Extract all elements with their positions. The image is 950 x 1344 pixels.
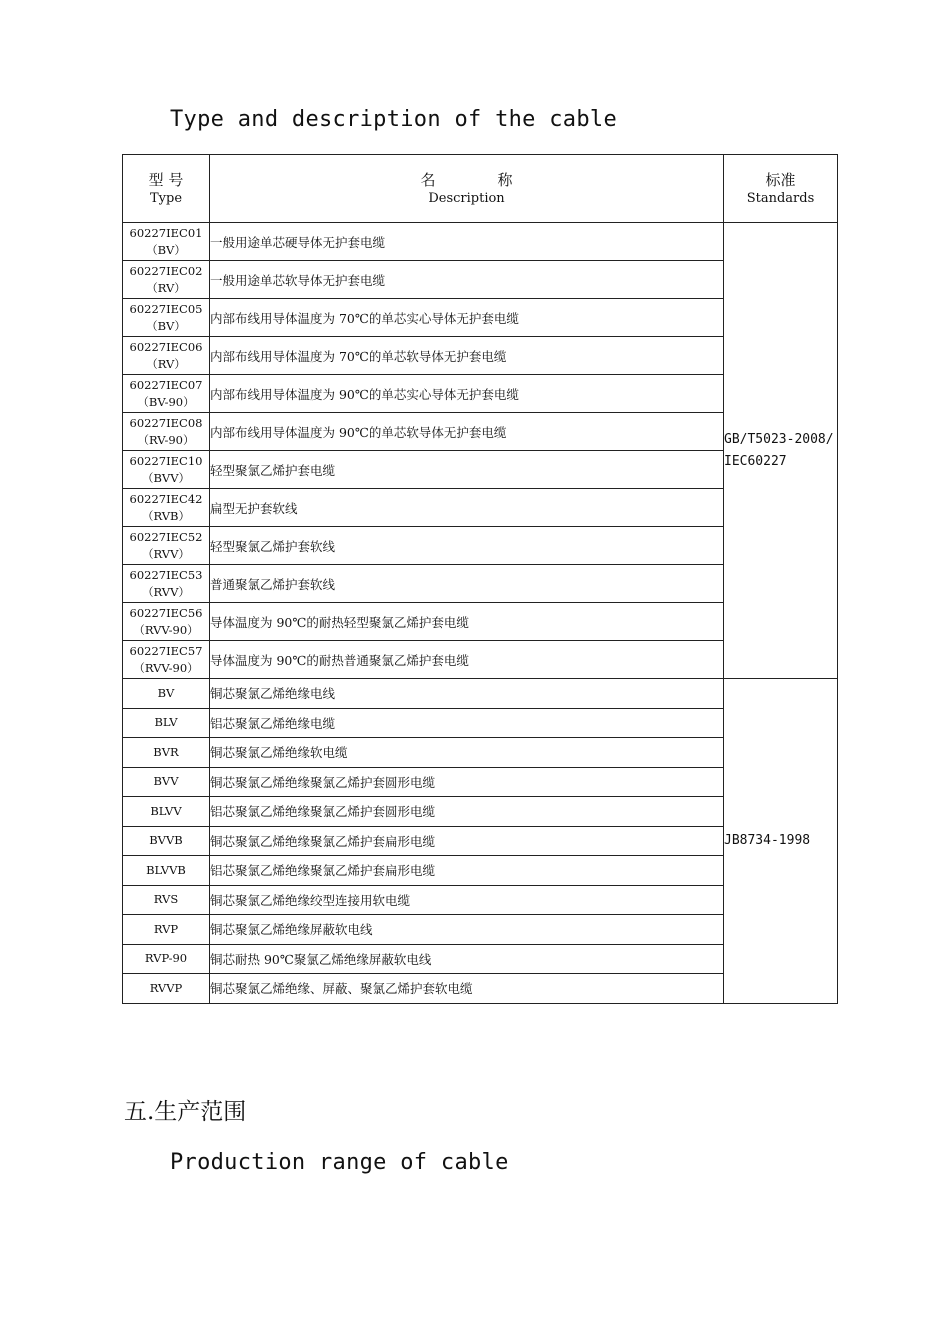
type-alias: （BV） [146, 318, 186, 333]
description-cell: 一般用途单芯硬导体无护套电缆 [210, 223, 724, 261]
type-code: RVVP [149, 980, 183, 995]
type-cell [123, 915, 210, 945]
type-cell [123, 337, 210, 375]
description-cell: 扁型无护套软线 [210, 489, 724, 527]
description-cell: 铜芯耐热 90℃聚氯乙烯绝缘屏蔽软电线 [210, 944, 724, 974]
type-cell [123, 603, 210, 641]
type-alias: （RV） [146, 356, 186, 371]
header-description-en: Description [428, 190, 505, 206]
header-standards-en: Standards [746, 190, 815, 206]
description-cell: 铜芯聚氯乙烯绝缘电线 [210, 679, 724, 709]
type-alias: （BV-90） [137, 394, 195, 409]
cable-type-table [122, 154, 838, 1004]
header-type-cn: 型 号 [148, 170, 184, 189]
type-code: BLV [154, 715, 178, 730]
type-code: 60227IEC05 [129, 301, 203, 316]
type-code: 60227IEC02 [129, 263, 203, 278]
type-cell [123, 223, 210, 261]
description-cell: 铜芯聚氯乙烯绝缘聚氯乙烯护套扁形电缆 [210, 826, 724, 856]
type-cell [123, 738, 210, 768]
table-body [123, 223, 838, 1004]
table-heading: Type and description of the cable [170, 107, 617, 132]
type-alias: （RV） [146, 280, 186, 295]
type-cell [123, 451, 210, 489]
table-row [123, 679, 838, 709]
type-cell [123, 679, 210, 709]
type-code: 60227IEC10 [129, 453, 203, 468]
header-standards [724, 155, 838, 223]
type-cell [123, 944, 210, 974]
type-cell [123, 708, 210, 738]
type-alias: （BV） [146, 242, 186, 257]
type-cell [123, 767, 210, 797]
description-cell: 轻型聚氯乙烯护套电缆 [210, 451, 724, 489]
type-code: RVS [153, 892, 179, 907]
description-cell: 铝芯聚氯乙烯绝缘聚氯乙烯护套扁形电缆 [210, 856, 724, 886]
type-cell [123, 856, 210, 886]
type-alias: （RVV） [142, 546, 190, 561]
type-alias: （RV-90） [137, 432, 195, 447]
type-code: 60227IEC06 [129, 339, 203, 354]
description-cell: 轻型聚氯乙烯护套软线 [210, 527, 724, 565]
type-code: 60227IEC42 [129, 491, 203, 506]
header-description-cn: 名 称 [420, 170, 513, 189]
type-cell [123, 299, 210, 337]
type-alias: （BVV） [141, 470, 191, 485]
type-alias: （RVV-90） [133, 622, 199, 637]
header-type-en: Type [149, 190, 183, 206]
type-code: BLVV [150, 803, 182, 818]
header-standards-cn: 标准 [765, 170, 796, 189]
description-cell: 铝芯聚氯乙烯绝缘电缆 [210, 708, 724, 738]
description-cell: 铜芯聚氯乙烯绝缘屏蔽软电线 [210, 915, 724, 945]
description-cell: 导体温度为 90℃的耐热轻型聚氯乙烯护套电缆 [210, 603, 724, 641]
type-code: BVVB [149, 833, 183, 848]
type-alias: （RVV） [142, 584, 190, 599]
type-cell [123, 375, 210, 413]
standard-cell: GB/T5023-2008/IEC60227 [724, 223, 838, 679]
type-code: BVV [153, 774, 179, 789]
type-cell [123, 974, 210, 1004]
type-cell [123, 489, 210, 527]
type-code: RVP [153, 921, 179, 936]
type-code: RVP-90 [144, 951, 188, 966]
description-cell: 铜芯聚氯乙烯绝缘、屏蔽、聚氯乙烯护套软电缆 [210, 974, 724, 1004]
type-code: 60227IEC07 [129, 377, 203, 392]
type-alias: （RVB） [141, 508, 190, 523]
type-code: 60227IEC57 [129, 643, 203, 658]
header-description [210, 155, 724, 223]
type-cell [123, 261, 210, 299]
description-cell: 导体温度为 90℃的耐热普通聚氯乙烯护套电缆 [210, 641, 724, 679]
type-cell [123, 527, 210, 565]
description-cell: 内部布线用导体温度为 90℃的单芯软导体无护套电缆 [210, 413, 724, 451]
table-header-row [123, 155, 838, 223]
type-code: 60227IEC52 [129, 529, 203, 544]
type-code: 60227IEC08 [129, 415, 203, 430]
type-code: 60227IEC53 [129, 567, 203, 582]
description-cell: 一般用途单芯软导体无护套电缆 [210, 261, 724, 299]
description-cell: 铜芯聚氯乙烯绝缘聚氯乙烯护套圆形电缆 [210, 767, 724, 797]
type-cell [123, 885, 210, 915]
standard-cell: JB8734-1998 [724, 679, 838, 1004]
type-cell [123, 797, 210, 827]
description-cell: 铝芯聚氯乙烯绝缘聚氯乙烯护套圆形电缆 [210, 797, 724, 827]
header-type [123, 155, 210, 223]
section-title: 五.生产范围 [124, 1099, 247, 1125]
type-cell [123, 565, 210, 603]
description-cell: 铜芯聚氯乙烯绝缘软电缆 [210, 738, 724, 768]
production-heading: Production range of cable [170, 1150, 509, 1175]
type-cell [123, 413, 210, 451]
description-cell: 铜芯聚氯乙烯绝缘绞型连接用软电缆 [210, 885, 724, 915]
type-code: BV [157, 685, 175, 700]
table-row [123, 223, 838, 261]
type-alias: （RVV-90） [133, 660, 199, 675]
type-cell [123, 641, 210, 679]
type-code: BVR [153, 744, 179, 759]
type-cell [123, 826, 210, 856]
description-cell: 普通聚氯乙烯护套软线 [210, 565, 724, 603]
description-cell: 内部布线用导体温度为 70℃的单芯软导体无护套电缆 [210, 337, 724, 375]
type-code: BLVVB [146, 862, 186, 877]
description-cell: 内部布线用导体温度为 70℃的单芯实心导体无护套电缆 [210, 299, 724, 337]
type-code: 60227IEC01 [129, 225, 203, 240]
description-cell: 内部布线用导体温度为 90℃的单芯实心导体无护套电缆 [210, 375, 724, 413]
type-code: 60227IEC56 [129, 605, 203, 620]
